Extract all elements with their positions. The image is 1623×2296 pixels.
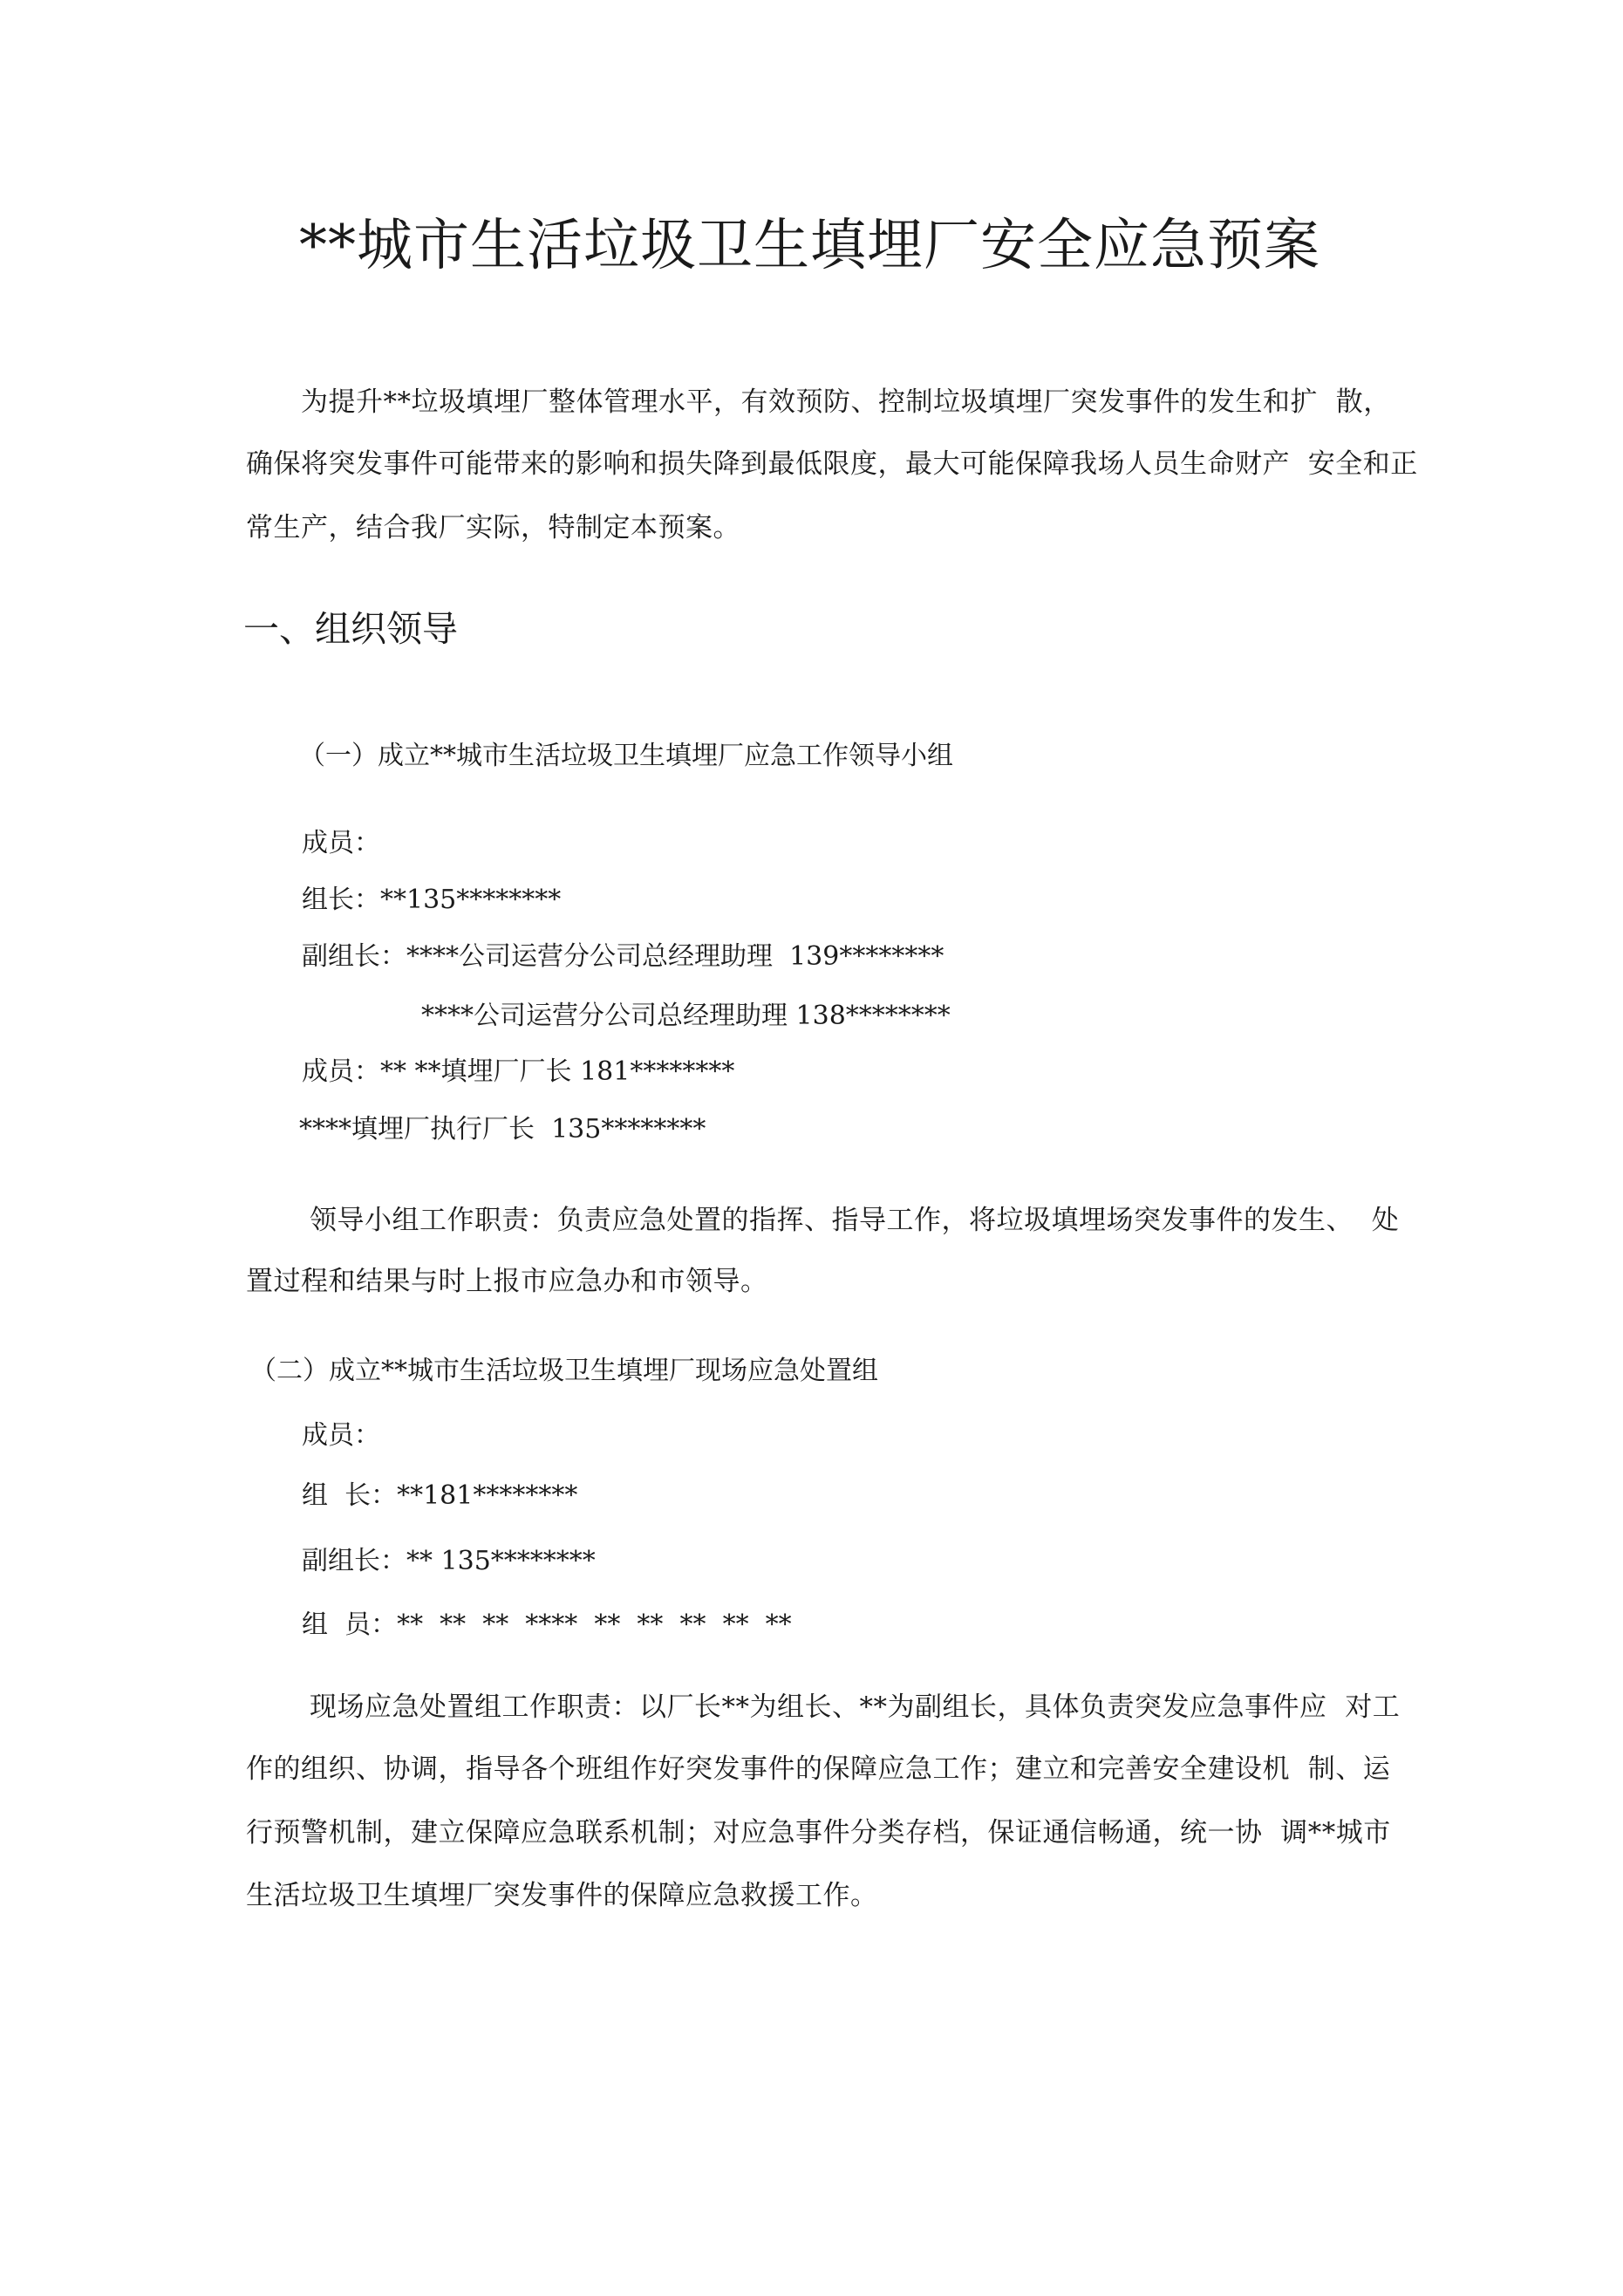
subsection-1-duty-line-2: 置过程和结果与时上报市应急办和市领导。 [246, 1266, 768, 1297]
subsection-1-deputy-2: ****公司运营分公司总经理助理 138******** [421, 1001, 951, 1031]
subsection-1-member-1: 成员：** **填埋厂厂长 181******** [302, 1056, 735, 1087]
subsection-2-members-label: 成员： [302, 1420, 380, 1451]
subsection-2-members: 组 员：** ** ** **** ** ** ** ** ** [302, 1609, 792, 1640]
subsection-1-heading: （一）成立**城市生活垃圾卫生填埋厂应急工作领导小组 [299, 741, 953, 771]
document-title: **城市生活垃圾卫生填埋厂安全应急预案 [299, 214, 1320, 278]
intro-line-3: 常生产，结合我厂实际，特制定本预案。 [246, 512, 740, 543]
subsection-1-member-2: ****填埋厂执行厂长 135******** [299, 1114, 706, 1145]
subsection-2-heading: （二）成立**城市生活垃圾卫生填埋厂现场应急处置组 [250, 1356, 878, 1386]
subsection-1-leader: 组长：**135******** [302, 885, 562, 915]
intro-line-1: 为提升**垃圾填埋厂整体管理水平，有效预防、控制垃圾填埋厂突发事件的发生和扩 散， [301, 386, 1391, 418]
subsection-1-members-label: 成员： [302, 828, 380, 858]
subsection-1-deputy-1: 副组长：****公司运营分公司总经理助理 139******** [302, 941, 944, 972]
intro-line-2: 确保将突发事件可能带来的影响和损失降到最低限度，最大可能保障我场人员生命财产 安全和正 [246, 448, 1418, 480]
subsection-2-duty-line-1: 现场应急处置组工作职责：以厂长**为组长、**为副组长，具体负责突发应急事件应 对工 [310, 1691, 1401, 1723]
subsection-2-leader: 组 长：**181******** [302, 1480, 578, 1511]
section-heading: 一、组织领导 [243, 608, 458, 650]
subsection-2-duty-line-4: 生活垃圾卫生填埋厂突发事件的保障应急救援工作。 [246, 1880, 878, 1911]
subsection-2-duty-line-2: 作的组织、协调，指导各个班组作好突发事件的保障应急工作；建立和完善安全建设机 制、运 [246, 1753, 1391, 1785]
subsection-1-duty-line-1: 领导小组工作职责：负责应急处置的指挥、指导工作，将垃圾填埋场突发事件的发生、 处 [310, 1205, 1400, 1236]
subsection-2-duty-line-3: 行预警机制，建立保障应急联系机制；对应急事件分类存档，保证通信畅通，统一协 调**城市 [246, 1817, 1391, 1848]
subsection-2-deputy: 副组长：** 135******** [302, 1546, 596, 1576]
